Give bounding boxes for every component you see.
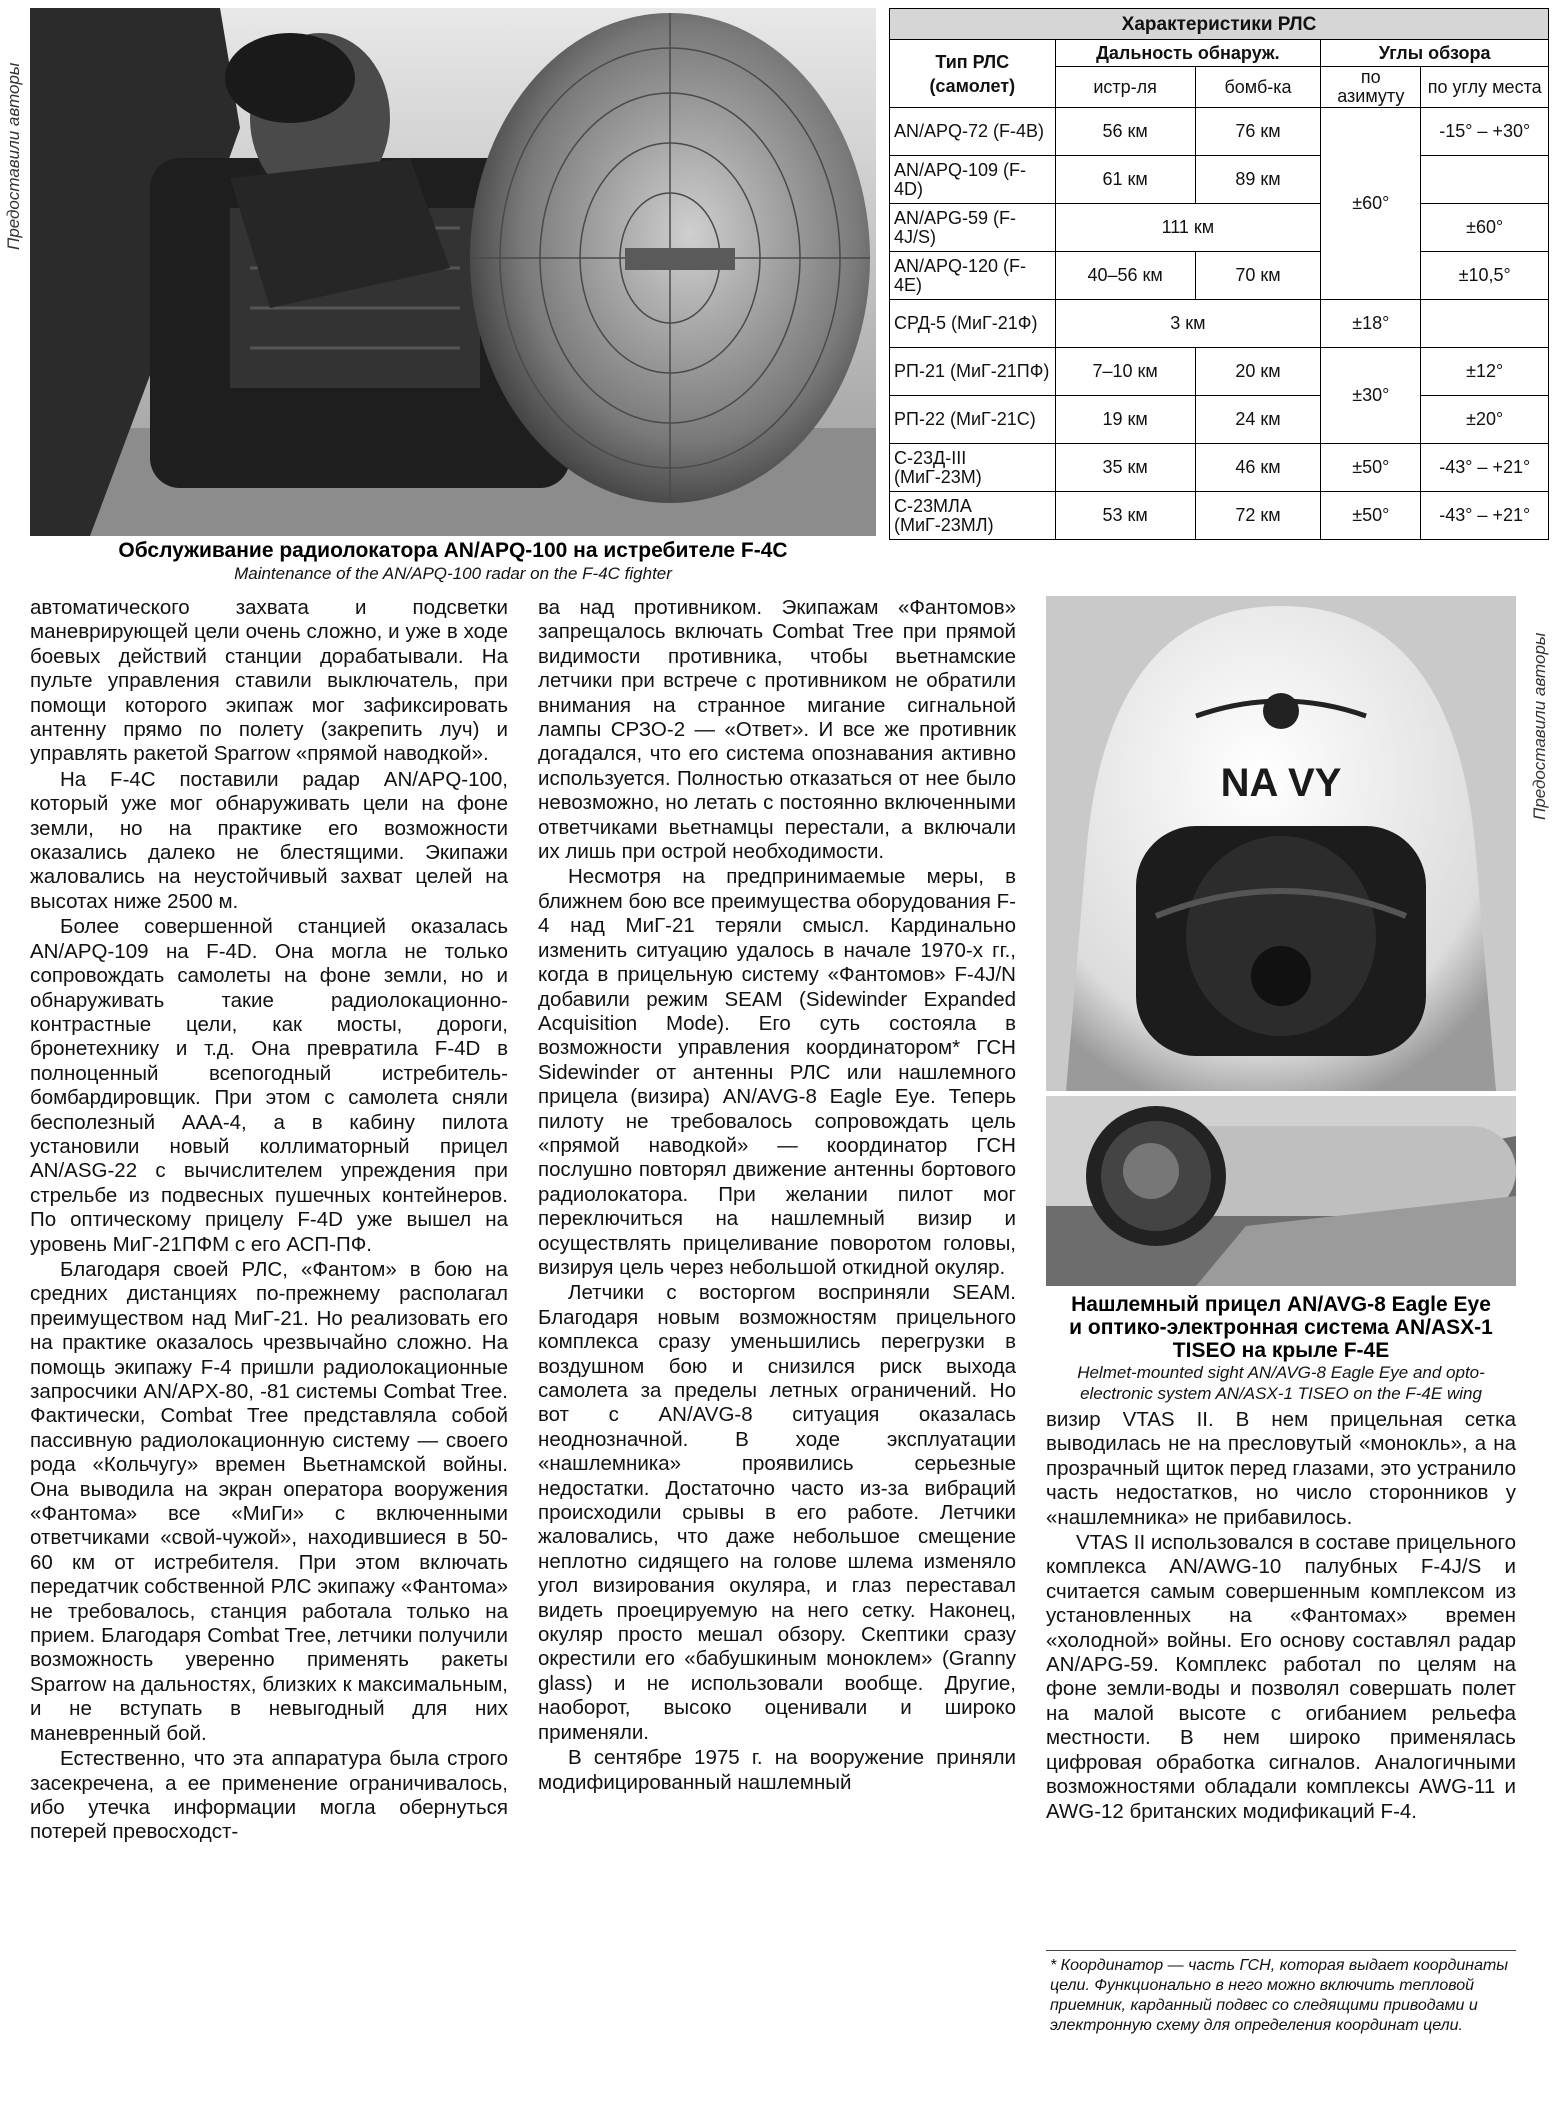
- sub-az-header: по азимуту: [1321, 67, 1421, 108]
- table-cell: 53 км: [1055, 492, 1195, 540]
- table-cell: [1421, 156, 1549, 204]
- table-cell: 72 км: [1195, 492, 1320, 540]
- table-cell: 61 км: [1055, 156, 1195, 204]
- text-column-1: [30, 596, 508, 1845]
- helmet-photo: [1046, 596, 1516, 1091]
- table-cell: -43° – +21°: [1421, 492, 1549, 540]
- photo3-caption-en-line: Helmet-mounted sight AN/AVG-8 Eagle Eye and opto-: [1077, 1363, 1485, 1382]
- table-cell-type: С-23Д-III (МиГ-23М): [890, 444, 1056, 492]
- sub-fighter-header: истр-ля: [1055, 67, 1195, 108]
- photo3-caption-line: Нашлемный прицел AN/AVG-8 Eagle Eye: [1071, 1293, 1491, 1316]
- col-angles-header: Углы обзора: [1321, 40, 1549, 67]
- table-cell: 111 км: [1055, 204, 1321, 252]
- table-cell: 7–10 км: [1055, 348, 1195, 396]
- paragraph: визир VTAS II. В нем прицельная сетка выводилась не на пресловутый «монокль», а на прозрачный щиток перед глазами, это устранило часть недостатков, но число сторонников у «нашлемника» не прибавилось.: [1046, 1408, 1516, 1529]
- table-cell: ±10,5°: [1421, 252, 1549, 300]
- sub-bomber-header: бомб-ка: [1195, 67, 1320, 108]
- text-column-2: [538, 596, 1016, 1795]
- sub-el-header: по углу места: [1421, 67, 1549, 108]
- paragraph: VTAS II использовался в составе прицельного комплекса AN/AWG-10 палубных F-4J/S и считается самым совершенным комплексом из установленных на «Фантомах» времен «холодной» войны. Его основу составлял радар AN/APG-59. Комплекс работал по целям на фоне земли-воды и позволял совершать полет на малой высоте с огибанием рельефа местности. В нем широко применялась цифровая обработка сигналов. Аналогичными возможностями обладали комплексы AWG-11 и AWG-12 британских модификаций F-4.: [1046, 1531, 1516, 1823]
- table-cell-type: РП-22 (МиГ-21С): [890, 396, 1056, 444]
- radar-characteristics-table: [889, 8, 1549, 540]
- table-cell-type: AN/APQ-120 (F-4E): [890, 252, 1056, 300]
- table-cell: 70 км: [1195, 252, 1320, 300]
- paragraph: Более совершенной станцией оказалась AN/APQ-109 на F-4D. Она могла не только сопровождать самолеты на фоне земли, но и обнаруживать такие радиолокационно-контрастные цели, как мосты, дороги, бронетехнику и т.д. Она превратила F-4D в полноценный всепогодный истребитель-бомбардировщик. При этом с самолета сняли бесполезный AAA-4, а в кабину пилота установили новый коллиматорный прицел AN/ASG-22 с вычислителем упреждения при стрельбе из подвесных пушечных контейнеров. По оптическому прицелу F-4D уже вышел на уровень МиГ-21ПФМ с его АСП-ПФ.: [30, 915, 508, 1256]
- table-cell: ±20°: [1421, 396, 1549, 444]
- photo3-caption-line: TISEO на крыле F-4E: [1172, 1339, 1390, 1362]
- photo3-caption-en: [1046, 1362, 1516, 1404]
- table-cell: ±60°: [1321, 108, 1421, 300]
- paragraph: На F-4C поставили радар AN/APQ-100, который уже мог обнаруживать цели на фоне земли, но на практике его возможности оказались далеко не блестящими. Экипажи жаловались на неустойчивый захват целей на высотах ниже 2500 м.: [30, 767, 508, 913]
- photo1-caption: Обслуживание радиолокатора AN/APQ-100 на истребителе F-4C: [118, 539, 788, 562]
- paragraph: Естественно, что эта аппаратура была строго засекречена, а ее применение ограничивалось, ибо утечка информации могла обернуться потерей превосходст-: [30, 1747, 508, 1844]
- photo-credit-right: Предоставили авторы: [1530, 632, 1549, 820]
- helmet-navy-text: NA VY: [1220, 761, 1342, 805]
- col-type-header: Тип РЛС (самолет): [890, 40, 1056, 108]
- table-cell: ±12°: [1421, 348, 1549, 396]
- paragraph: ва над противником. Экипажам «Фантомов» запрещалось включать Combat Tree при прямой видимости противника, чтобы вьетнамские летчики при встрече с противником не обратили внимания на странное мигание сигнальной лампы СРЗО-2 — «Ответ». И все же противник догадался, что его система опознавания активно используется. Полностью отказаться от нее было невозможно, но летать с постоянно включенными ответчиками вьетнамцы перестали, а включали их лишь при острой необходимости.: [538, 596, 1016, 864]
- table-title: Характеристики РЛС: [890, 9, 1549, 40]
- tiseo-wing-photo: [1046, 1096, 1516, 1286]
- table-cell: ±30°: [1321, 348, 1421, 444]
- table-cell-type: С-23МЛА (МиГ-23МЛ): [890, 492, 1056, 540]
- table-cell: 40–56 км: [1055, 252, 1195, 300]
- photo1-caption-en: Maintenance of the AN/APQ-100 radar on the F-4C fighter: [234, 564, 672, 583]
- table-cell: 24 км: [1195, 396, 1320, 444]
- table-cell: ±60°: [1421, 204, 1549, 252]
- table-cell: 46 км: [1195, 444, 1320, 492]
- table-cell-type: AN/APQ-72 (F-4B): [890, 108, 1056, 156]
- table-cell: 89 км: [1195, 156, 1320, 204]
- photo3-caption: [1046, 1293, 1516, 1362]
- col-range-header: Дальность обнаруж.: [1055, 40, 1321, 67]
- table-cell: ±18°: [1321, 300, 1421, 348]
- photo3-caption-line: и оптико-электронная система AN/ASX-1: [1069, 1316, 1493, 1339]
- radar-maintenance-photo: [30, 8, 876, 536]
- paragraph: автоматического захвата и подсветки маневрирующей цели очень сложно, и уже в ходе боевых действий станции дорабатывали. На пульте управления ставили выключатель, при помощи которого экипаж мог зафиксировать антенну прямо по полету (закрепить луч) и управлять ракетой Sparrow «прямой наводкой».: [30, 596, 508, 766]
- table-cell: 56 км: [1055, 108, 1195, 156]
- footnote-divider: [1046, 1950, 1516, 1951]
- table-cell-type: РП-21 (МиГ-21ПФ): [890, 348, 1056, 396]
- footnote: * Координатор — часть ГСН, которая выдает координаты цели. Функционально в него можно включить тепловой приемник, карданный подвес со следящими приводами и электронную схему для определения координат цели.: [1050, 1957, 1509, 2034]
- photo-credit-left: Предоставили авторы: [4, 62, 23, 250]
- table-cell: -43° – +21°: [1421, 444, 1549, 492]
- text-column-3: [1046, 1408, 1516, 1824]
- table-cell: 35 км: [1055, 444, 1195, 492]
- table-cell-type: AN/APQ-109 (F-4D): [890, 156, 1056, 204]
- paragraph: Благодаря своей РЛС, «Фантом» в бою на средних дистанциях по-прежнему располагал преимуществом над МиГ-21. Но реализовать его на практике оказалось чрезвычайно сложно. На помощь экипажу F-4 пришли радиолокационные запросчики AN/APX-80, -81 системы Combat Tree. Фактически, Combat Tree представляла собой пассивную радиолокационную систему — своего рода «Кольчугу» времен Вьетнамской войны. Она выводила на экран оператора вооружения «Фантома» все «МиГи» с включенными ответчиками «свой-чужой», находившиеся в 50-60 км от истребителя. При этом включать передатчик собственной РЛС экипажу «Фантома» не требовалось, станция работала только на прием. Благодаря Combat Tree, летчики получили возможность уверенно применять ракеты Sparrow на дальностях, близких к максимальным, и не вступать в невыгодный для них маневренный бой.: [30, 1257, 508, 1745]
- table-cell: 20 км: [1195, 348, 1320, 396]
- table-cell: 19 км: [1055, 396, 1195, 444]
- paragraph: Летчики с восторгом восприняли SEAM. Благодаря новым возможностям прицельного комплекса сразу уменьшились перегрузки в воздушном бою и снизился риск выхода самолета за пределы летных ограничений. Но вот с AN/AVG-8 ситуация оказалась неоднозначной. В ходе эксплуатации «нашлемника» проявились серьезные недостатки. Достаточно часто из-за вибраций происходили срывы в его работе. Летчики жаловались, что даже небольшое смещение неплотно сидящего на голове шлема изменяло угол визирования окуляра, и глаз переставал видеть проецируемую на него сетку. Наконец, окуляр просто мешал обзору. Скептики сразу окрестили его «бабушкиным моноклем» (Granny glass) и не использовали вообще. Другие, наоборот, высоко оценивали и широко применяли.: [538, 1281, 1016, 1744]
- table-cell: ±50°: [1321, 444, 1421, 492]
- paragraph: Несмотря на предпринимаемые меры, в ближнем бою все преимущества оборудования F-4 над МиГ-21 теряли смысл. Кардинально изменить ситуацию удалось в начале 1970-х гг., когда в прицельную систему «Фантомов» F-4J/N добавили режим SEAM (Sidewinder Expanded Acquisition Mode). Его суть состояла в возможности управления координатором* ГСН Sidewinder от антенны РЛС или нашлемного прицела (визира) AN/AVG-8 Eagle Eye. Теперь пилоту не требовалось сопровождать цель «прямой наводкой» — координатор ГСН послушно повторял движение антенны бортового радиолокатора. При желании пилот мог переключиться на нашлемный визир и осуществлять прицеливание поворотом головы, визируя цель через небольшой откидной окуляр.: [538, 865, 1016, 1279]
- table-cell: [1421, 300, 1549, 348]
- table-cell: ±50°: [1321, 492, 1421, 540]
- table-cell-type: AN/APG-59 (F-4J/S): [890, 204, 1056, 252]
- table-cell: -15° – +30°: [1421, 108, 1549, 156]
- table-cell: 76 км: [1195, 108, 1320, 156]
- table-cell: 3 км: [1055, 300, 1321, 348]
- paragraph: В сентябре 1975 г. на вооружение приняли модифицированный нашлемный: [538, 1746, 1016, 1794]
- photo3-caption-en-line: electronic system AN/ASX-1 TISEO on the F-4E wing: [1080, 1384, 1482, 1403]
- table-cell-type: СРД-5 (МиГ-21Ф): [890, 300, 1056, 348]
